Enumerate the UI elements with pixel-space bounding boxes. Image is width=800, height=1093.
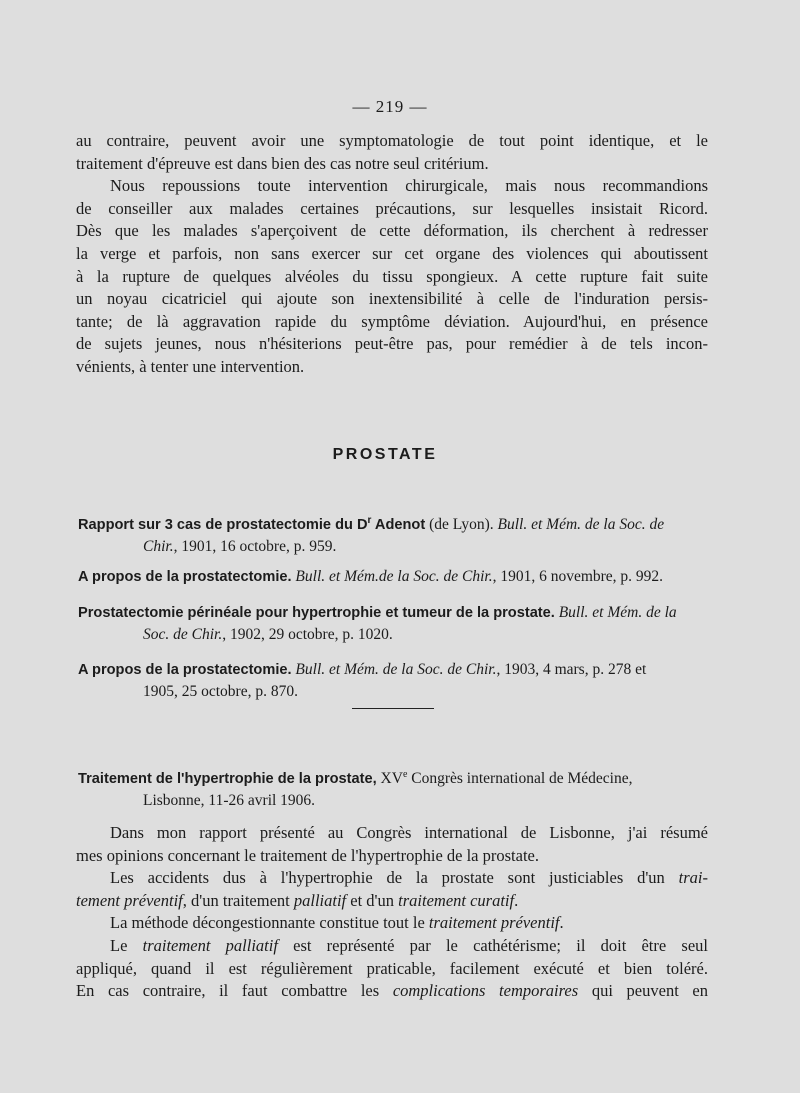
text-line <box>76 912 708 935</box>
reference-journal: Bull. et Mém. de la Soc. de <box>497 516 665 534</box>
reference-entry <box>78 510 708 558</box>
text-line: Dans mon rapport présenté au Congrès international de Lisbonne, j'ai résumé <box>110 823 708 842</box>
reference-title-sup: r <box>367 515 372 526</box>
reference-entry <box>78 566 708 588</box>
reference-line <box>78 602 708 624</box>
reference-line: Lisbonne, 11-26 avril 1906. <box>143 792 316 810</box>
text-line: au contraire, peuvent avoir une symptomatologie de tout point identique, et le <box>76 131 708 150</box>
text-line <box>76 980 708 1003</box>
treatment-reference <box>78 764 708 812</box>
text-span: Les accidents dus à l'hypertrophie de la prostate sont justiciables d'un <box>110 868 679 888</box>
text-line: un noyau cicatriciel qui ajoute son inextensibilité à celle de l'induration persis- <box>76 289 708 309</box>
text-line: vénients, à tenter une intervention. <box>76 356 305 376</box>
separator-rule <box>352 708 434 709</box>
text-span: Le <box>110 935 143 955</box>
reference-entry <box>78 602 708 646</box>
text-line: tante; de là aggravation rapide du symptôme déviation. Aujourd'hui, en présence <box>76 311 708 331</box>
reference-text: Congrès international de Médecine, <box>407 770 633 788</box>
text-line: mes opinions concernant le traitement de l'hypertrophie de la prostate. <box>76 845 539 865</box>
reference-title: Traitement de l'hypertrophie de la prostate, <box>78 771 377 788</box>
reference-line <box>78 566 708 588</box>
text-line: appliqué, quand il est régulièrement praticable, facilement exécuté et bien toléré. <box>76 958 708 978</box>
reference-sup: e <box>402 769 408 780</box>
reference-title: A propos de la prostatectomie. <box>78 569 292 585</box>
text-line: traitement d'épreuve est dans bien des cas notre seul critérium. <box>76 153 489 173</box>
reference-text: , 1901, 16 octobre, p. 959. <box>173 538 337 556</box>
page-number: — 219 — <box>352 97 428 116</box>
text-line <box>76 867 708 890</box>
body-text <box>76 822 708 1003</box>
reference-line <box>78 659 708 681</box>
section-heading: PROSTATE <box>332 446 438 463</box>
reference-text: , 1901, 6 novembre, p. 992. <box>492 568 664 585</box>
text-line: Dès que les malades s'aperçoivent de cette déformation, ils cherchent à redresser <box>76 221 708 241</box>
reference-text: XV <box>376 770 403 788</box>
text-span-italic: traitement curatif <box>398 890 515 910</box>
text-span-italic: palliatif <box>293 890 347 910</box>
intro-text <box>76 130 708 379</box>
text-span-italic: trai- <box>678 868 708 888</box>
text-line: la verge et parfois, non sans exercer sur cet organe des violences qui aboutissent <box>76 243 708 263</box>
text-line <box>76 935 708 958</box>
text-line <box>76 890 708 913</box>
text-span: . <box>514 890 519 910</box>
reference-line <box>78 536 708 558</box>
reference-title-end: Adenot <box>371 517 426 534</box>
reference-text: 1905, 25 octobre, p. 870. <box>143 683 298 700</box>
text-line: de conseiller aux malades certaines précautions, sur lesquelles insistait Ricord. <box>76 198 708 218</box>
reference-journal: Bull. et Mém.de la Soc. de Chir. <box>291 568 493 585</box>
reference-title: A propos de la prostatectomie. <box>78 662 292 678</box>
text-span: , d'un traitement <box>182 890 294 910</box>
reference-title: Prostatectomie périnéale pour hypertrophie et tumeur de la prostate. <box>78 605 555 621</box>
text-span: En cas contraire, il faut combattre les <box>76 981 393 1001</box>
reference-line <box>78 510 708 536</box>
reference-line <box>78 681 708 703</box>
text-span: et d'un <box>346 890 399 910</box>
text-span-italic: tement préventif <box>76 890 183 910</box>
reference-line <box>78 764 708 790</box>
text-span-italic: traitement préventif <box>428 913 560 933</box>
text-line: Nous repoussions toute intervention chirurgicale, mais nous recommandions <box>110 176 708 196</box>
text-span: La méthode décongestionnante constitue tout le <box>110 913 429 933</box>
text-span: . <box>559 913 564 933</box>
text-span: est représenté par le cathétérisme; il doit être seul <box>277 935 709 955</box>
text-span-italic: traitement palliatif <box>142 935 278 955</box>
text-line: de sujets jeunes, nous n'hésiterions peut-être pas, pour remédier à de tels incon- <box>76 334 708 354</box>
reference-text: , 1903, 4 mars, p. 278 et <box>496 661 647 678</box>
reference-journal: Bull. et Mém. de la Soc. de Chir. <box>291 661 497 678</box>
text-span: qui peuvent en <box>578 981 709 1001</box>
text-line: à la rupture de quelques alvéoles du tissu spongieux. A cette rupture fait suite <box>76 266 708 286</box>
reference-entry <box>78 659 708 703</box>
reference-text: , 1902, 29 octobre, p. 1020. <box>222 626 393 643</box>
reference-journal: Chir. <box>143 538 174 556</box>
text-span-italic: complications temporaires <box>392 981 579 1001</box>
reference-title: Rapport sur 3 cas de prostatectomie du D <box>78 517 368 534</box>
reference-journal: Bull. et Mém. de la <box>554 604 677 621</box>
reference-journal: Soc. de Chir. <box>143 626 223 643</box>
reference-text: (de Lyon). <box>425 516 498 534</box>
reference-line <box>78 624 708 646</box>
